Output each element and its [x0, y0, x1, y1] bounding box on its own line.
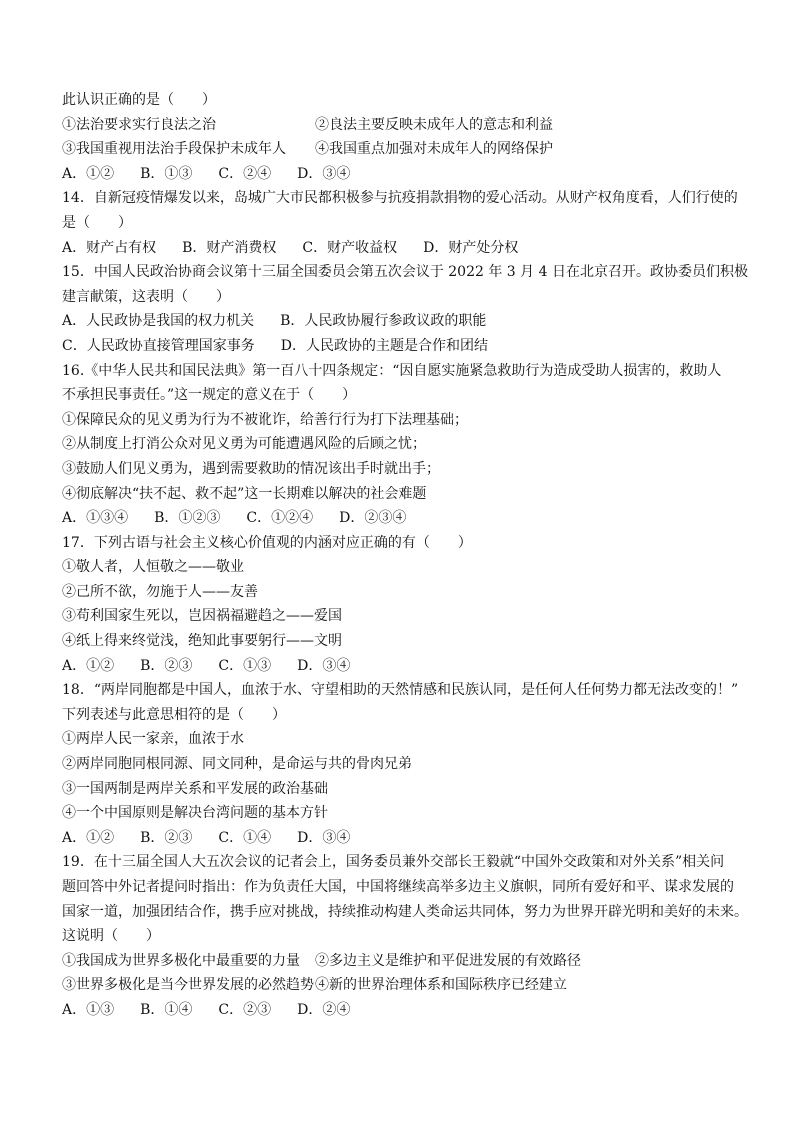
q18-option-a: A．①②	[62, 829, 115, 846]
q18-line-1: 18．“两岸同胞都是中国人，血浓于水、守望相助的天然情感和民族认同，是任何人任何势力都无法改变的！”	[62, 682, 739, 699]
q19-item-2: ②多边主义是维护和平促进发展的有效路径	[315, 952, 581, 969]
q13-option-d: D．③④	[297, 165, 351, 182]
q19-option-b: B．①④	[140, 1001, 193, 1018]
q19-line-1: 19．在十三届全国人大五次会议的记者会上，国务委员兼外交部长王毅就“中国外交政策和对外关系”相关问	[62, 854, 725, 871]
q16-option-c: C．①②④	[246, 510, 314, 527]
q17-option-d: D．③④	[297, 657, 351, 674]
q17-item-2: ②己所不欲，勿施于人——友善	[62, 583, 258, 600]
exam-page	[62, 88, 748, 1023]
q19-items-row-2	[62, 973, 742, 998]
q18-options	[62, 826, 742, 851]
q18-option-b: B．②③	[140, 829, 193, 846]
q19-line-2: 题回答中外记者提问时指出：作为负责任大国，中国将继续高举多边主义旗帜，同所有爱好和平、谋求发展的	[62, 879, 734, 895]
q15-option-d: D．人民政协的主题是合作和团结	[280, 337, 488, 354]
q16-option-a: A．①③④	[62, 510, 129, 527]
q18-item-1: ①两岸人民一家亲，血浓于水	[62, 731, 244, 748]
q15-line-2: 建言献策，这表明（ ）	[62, 288, 230, 305]
q17-option-c: C．①③	[218, 657, 272, 674]
q14-line-2: 是（ ）	[62, 214, 132, 231]
q13-option-b: B．①③	[140, 165, 193, 182]
q13-item-2: ②良法主要反映未成年人的意志和利益	[315, 116, 553, 133]
q16-option-b: B．①②③	[154, 510, 221, 527]
q19-items-row-1	[62, 949, 742, 974]
q14-option-c: C．财产收益权	[302, 239, 398, 256]
q19-option-c: C．②③	[218, 1001, 272, 1018]
q15-option-a: A．人民政协是我国的权力机关	[62, 313, 255, 330]
q17-item-3: ③苟利国家生死以，岂因祸福避趋之——爱国	[62, 608, 342, 625]
q13-items-row-1	[62, 113, 742, 138]
q19-item-3: ③世界多极化是当今世界发展的必然趋势	[62, 977, 314, 994]
q13-option-a: A．①②	[62, 165, 115, 182]
q15-options-row-2	[62, 334, 742, 359]
q16-line-2: 不承担民事责任。”这一规定的意义在于（ ）	[62, 387, 357, 404]
q14-option-b: B．财产消费权	[182, 239, 277, 256]
q14-option-d: D．财产处分权	[423, 239, 519, 256]
q17-item-4: ④纸上得来终觉浅，绝知此事要躬行——文明	[62, 633, 342, 650]
q18-item-4: ④一个中国原则是解决台湾问题的基本方针	[62, 805, 328, 822]
q17-item-1: ①敬人者，人恒敬之——敬业	[62, 559, 244, 576]
q19-option-a: A．①③	[62, 1001, 115, 1018]
q19-item-4: ④新的世界治理体系和国际秩序已经建立	[315, 977, 567, 994]
q13-items-row-2	[62, 137, 742, 162]
q14-options	[62, 236, 742, 261]
q18-item-2: ②两岸同胞同根同源、同文同种，是命运与共的骨肉兄弟	[62, 756, 412, 773]
q17-line-1: 17．下列古语与社会主义核心价值观的内涵对应正确的有（ ）	[62, 534, 472, 551]
q16-item-4: ④彻底解决“扶不起、救不起”这一长期难以解决的社会难题	[62, 485, 427, 502]
q16-item-1: ①保障民众的见义勇为行为不被讹诈，给善行行为打下法理基础；	[62, 411, 468, 428]
q19-options	[62, 998, 742, 1023]
q18-line-2: 下列表述与此意思相符的是（ ）	[62, 706, 286, 723]
q16-option-d: D．②③④	[339, 510, 407, 527]
q15-option-b: B．人民政协履行参政议政的职能	[280, 313, 487, 330]
q16-item-2: ②从制度上打消公众对见义勇为可能遭遇风险的后顾之忧；	[62, 436, 426, 453]
q19-item-1: ①我国成为世界多极化中最重要的力量	[62, 952, 300, 969]
q18-item-3: ③一国两制是两岸关系和平发展的政治基础	[62, 780, 328, 797]
q13-item-3: ③我国重视用法治手段保护未成年人	[62, 141, 286, 158]
q18-option-d: D．③④	[297, 829, 351, 846]
q13-item-4: ④我国重点加强对未成年人的网络保护	[315, 141, 553, 158]
q15-options-row-1	[62, 309, 742, 334]
q16-line-1: 16.《中华人民共和国民法典》第一百八十四条规定：“因自愿实施紧急救助行为造成受助人损害的，救助人	[62, 362, 722, 379]
q13-item-1: ①法治要求实行良法之治	[62, 116, 216, 133]
q17-option-a: A．①②	[62, 657, 115, 674]
q16-options	[62, 506, 742, 531]
q13-stem-end: 此认识正确的是（ ）	[62, 92, 216, 108]
q19-line-4: 这说明（ ）	[62, 928, 160, 945]
q19-line-3: 国家一道，加强团结合作，携手应对挑战，持续推动构建人类命运共同体，努力为世界开辟光明和美好的未来。	[62, 903, 748, 920]
q19-option-d: D．②④	[297, 1001, 351, 1018]
q18-option-c: C．①④	[218, 829, 272, 846]
q15-option-c: C．人民政协直接管理国家事务	[62, 337, 255, 354]
q14-line-1: 14．自新冠疫情爆发以来，岛城广大市民都积极参与抗疫捐款捐物的爱心活动。从财产权角度看，人们行使的	[62, 190, 738, 207]
q17-options	[62, 654, 742, 679]
q14-option-a: A．财产占有权	[62, 239, 157, 256]
q15-line-1: 15．中国人民政治协商会议第十三届全国委员会第五次会议于 2022 年 3 月 4 日在北京召开。政协委员们积极	[62, 264, 748, 281]
q17-option-b: B．②③	[140, 657, 193, 674]
q13-option-c: C．②④	[218, 165, 272, 182]
q13-options	[62, 162, 742, 187]
q16-item-3: ③鼓励人们见义勇为，遇到需要救助的情况该出手时就出手；	[62, 460, 440, 477]
